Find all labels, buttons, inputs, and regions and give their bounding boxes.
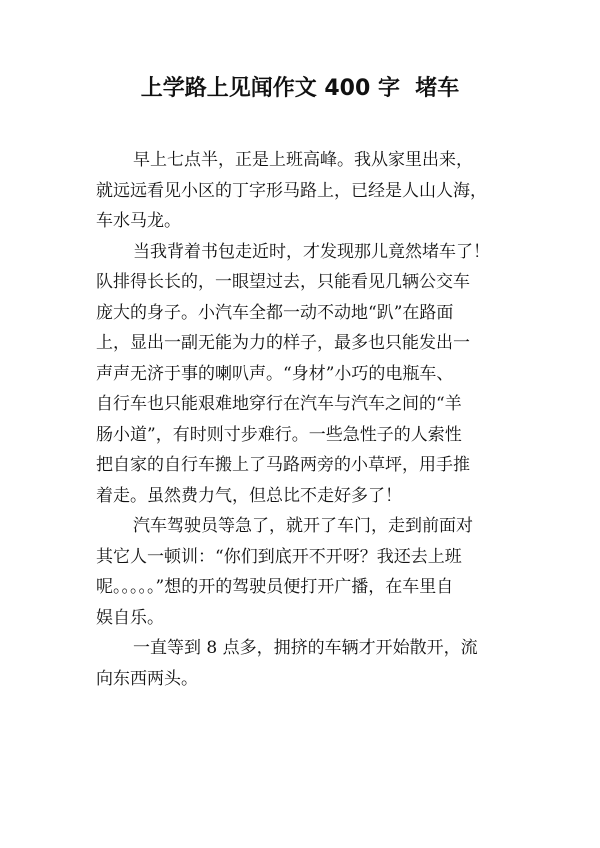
paragraph-line: 着走。虽然费力气，但总比不走好多了！ [96, 485, 402, 506]
paragraph-line: 车水马龙。 [96, 211, 181, 231]
paragraph-line: 早上七点半，正是上班高峰。我从家里出来， [133, 150, 473, 170]
paragraph-line: 汽车驾驶员等急了，就开了车门，走到前面对 [133, 516, 473, 536]
paragraph [96, 511, 506, 633]
document-body [96, 145, 506, 694]
paragraph-line: 队排得长长的，一眼望过去，只能看见几辆公交车 [96, 272, 470, 292]
paragraph-line: 其它人一顿训：“你们到底开不开呀？我还去上班 [96, 546, 462, 567]
paragraph-line: 庞大的身子。小汽车全都一动不动地“趴”在路面 [96, 302, 454, 323]
paragraph-line: 向东西两头。 [96, 668, 198, 689]
paragraph-line: 自行车也只能艰难地穿行在汽车与汽车之间的“羊 [96, 394, 462, 414]
paragraph [96, 633, 506, 694]
paragraph-line: 呢。。。。。”想的开的驾驶员便打开广播，在车里自 [96, 577, 454, 597]
paragraph [96, 145, 506, 237]
paragraph-line: 声声无济于事的喇叭声。“身材”小巧的电瓶车、 [96, 363, 454, 384]
paragraph [96, 237, 506, 512]
document-title: 上学路上见闻作文 400 字 堵车 [140, 76, 460, 101]
paragraph-line: 上，显出一副无能为力的样子，最多也只能发出一 [96, 333, 470, 353]
paragraph-line: 肠小道”，有时则寸步难行。一些急性子的人索性 [96, 424, 462, 445]
paragraph-line: 就远远看见小区的丁字形马路上，已经是人山人海， [96, 180, 487, 201]
paragraph-line: 娱自乐。 [96, 607, 164, 628]
paragraph-line: 当我背着书包走近时，才发现那儿竟然堵车了！ [133, 241, 490, 262]
paragraph-line: 一直等到 8 点多，拥挤的车辆才开始散开，流 [133, 638, 478, 658]
paragraph-line: 把自家的自行车搬上了马路两旁的小草坪，用手推 [96, 455, 470, 475]
